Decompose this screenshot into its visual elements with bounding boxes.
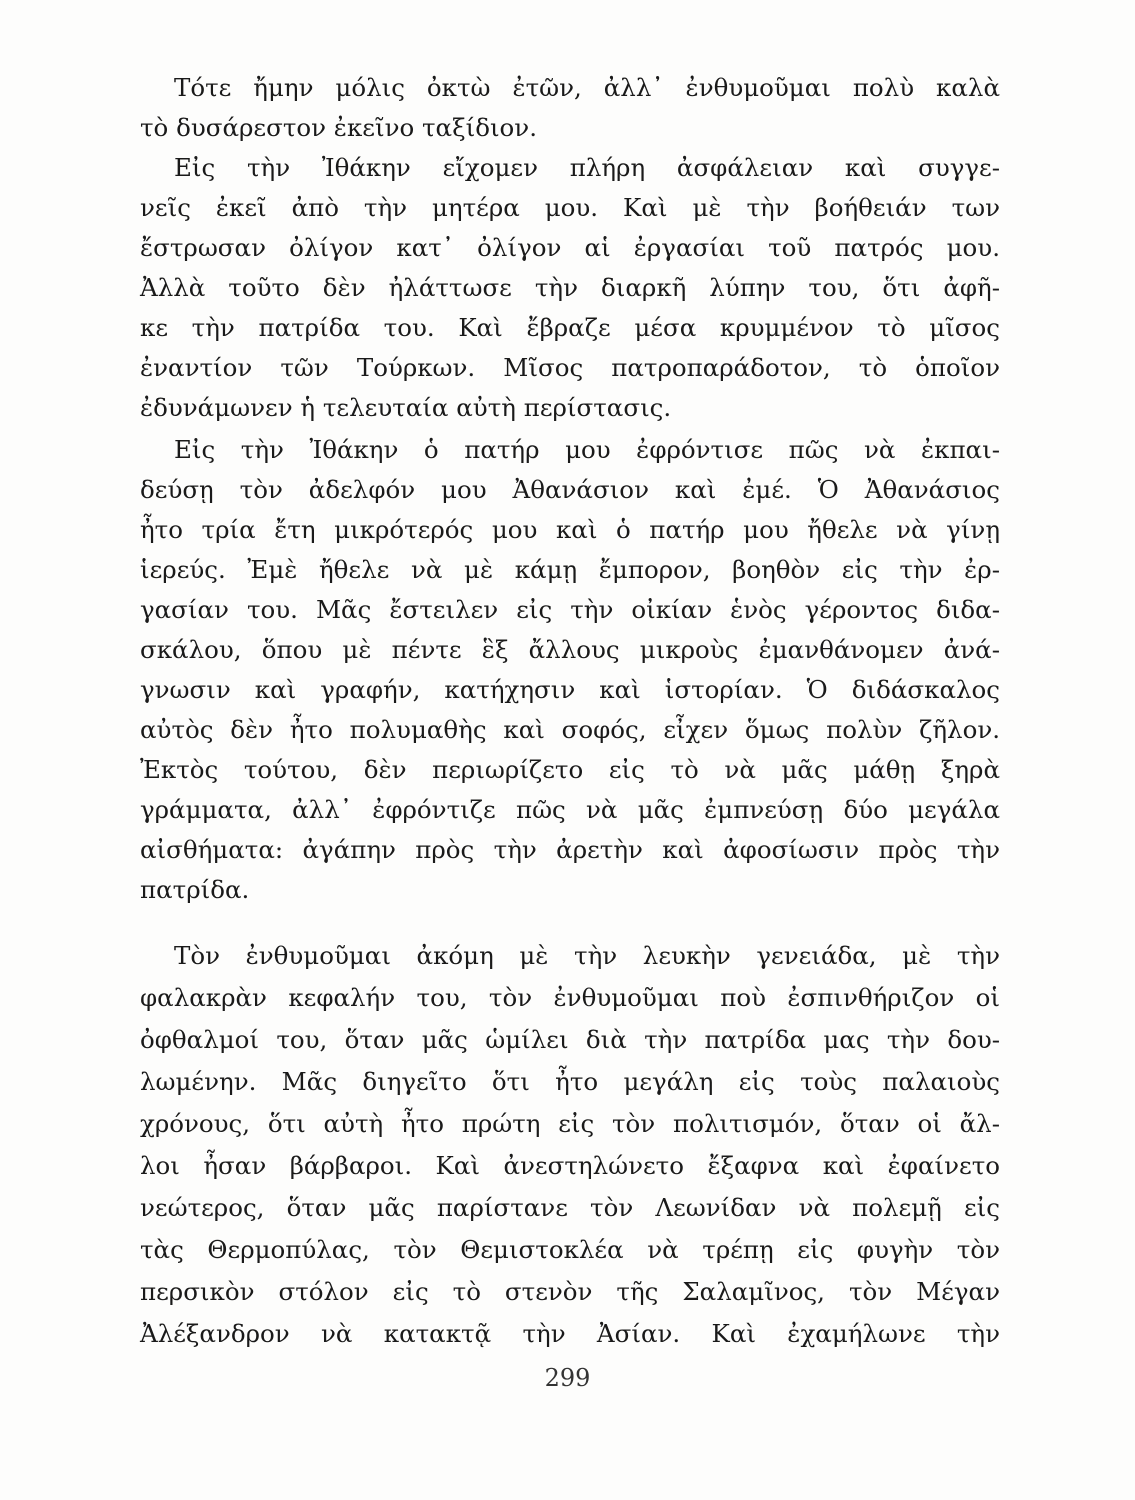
text-line: ἱερεύς. Ἐμὲ ἤθελε νὰ μὲ κάμῃ ἔμπορον, βοηθὸν εἰς τὴν ἐρ- [140, 555, 1000, 584]
text-line: πατρίδα. [140, 875, 250, 904]
text-line: σκάλου, ὅπου μὲ πέντε ἓξ ἄλλους μικροὺς ἐμανθάνομεν ἀνά- [140, 635, 1000, 664]
text-line: κε τὴν πατρίδα του. Καὶ ἔβραζε μέσα κρυμμένον τὸ μῖσος [140, 313, 1000, 342]
text-line: Τὸν ἐνθυμοῦμαι ἀκόμη μὲ τὴν λευκὴν γενειάδα, μὲ τὴν [174, 941, 1000, 970]
text-line: χρόνους, ὅτι αὐτὴ ἦτο πρώτη εἰς τὸν πολιτισμόν, ὅταν οἱ ἄλ- [140, 1109, 1000, 1138]
text-line: αἰσθήματα: ἀγάπην πρὸς τὴν ἀρετὴν καὶ ἀφοσίωσιν πρὸς τὴν [140, 835, 1000, 864]
text-line: αὐτὸς δὲν ἦτο πολυμαθὴς καὶ σοφός, εἶχεν ὅμως πολὺν ζῆλον. [140, 715, 1000, 744]
text-line: τὰς Θερμοπύλας, τὸν Θεμιστοκλέα νὰ τρέπῃ εἰς φυγὴν τὸν [140, 1235, 1000, 1264]
text-line: γράμματα, ἀλλ᾽ ἐφρόντιζε πῶς νὰ μᾶς ἐμπνεύσῃ δύο μεγάλα [140, 795, 1000, 824]
text-line: δεύσῃ τὸν ἀδελφόν μου Ἀθανάσιον καὶ ἐμέ. Ὁ Ἀθανάσιος [140, 475, 1000, 504]
text-line: λοι ἦσαν βάρβαροι. Καὶ ἀνεστηλώνετο ἔξαφνα καὶ ἐφαίνετο [140, 1151, 1000, 1180]
text-line: Ἐκτὸς τούτου, δὲν περιωρίζετο εἰς τὸ νὰ μᾶς μάθῃ ξηρὰ [140, 755, 1000, 784]
text-line: Τότε ἤμην μόλις ὀκτὼ ἐτῶν, ἀλλ᾽ ἐνθυμοῦμαι πολὺ καλὰ [174, 73, 1000, 102]
text-line: Εἰς τὴν Ἰθάκην ὁ πατήρ μου ἐφρόντισε πῶς νὰ ἐκπαι- [174, 435, 1000, 464]
page-number: 299 [544, 1364, 591, 1392]
text-line: Ἀλέξανδρον νὰ κατακτᾷ τὴν Ἀσίαν. Καὶ ἐχαμήλωνε τὴν [140, 1319, 1000, 1348]
text-line: ἔστρωσαν ὀλίγον κατ᾽ ὀλίγον αἱ ἐργασίαι τοῦ πατρός μου. [140, 233, 1000, 262]
text-line: νεῖς ἐκεῖ ἀπὸ τὴν μητέρα μου. Καὶ μὲ τὴν βοήθειάν των [140, 193, 1000, 222]
text-line: τὸ δυσάρεστον ἐκεῖνο ταξίδιον. [140, 113, 537, 142]
text-line: γασίαν του. Μᾶς ἔστειλεν εἰς τὴν οἰκίαν ἑνὸς γέροντος διδα- [140, 595, 1000, 624]
text-line: νεώτερος, ὅταν μᾶς παρίστανε τὸν Λεωνίδαν νὰ πολεμῇ εἰς [140, 1193, 1000, 1222]
text-line: ὀφθαλμοί του, ὅταν μᾶς ὡμίλει διὰ τὴν πατρίδα μας τὴν δου- [140, 1025, 1000, 1054]
text-line: λωμένην. Μᾶς διηγεῖτο ὅτι ἦτο μεγάλη εἰς τοὺς παλαιοὺς [140, 1067, 1000, 1096]
text-line: περσικὸν στόλον εἰς τὸ στενὸν τῆς Σαλαμῖνος, τὸν Μέγαν [140, 1277, 1000, 1306]
text-line: ἦτο τρία ἔτη μικρότερός μου καὶ ὁ πατήρ μου ἤθελε νὰ γίνῃ [140, 515, 1000, 544]
text-line: φαλακρὰν κεφαλήν του, τὸν ἐνθυμοῦμαι ποὺ ἐσπινθήριζον οἱ [140, 983, 1000, 1012]
text-line: γνωσιν καὶ γραφήν, κατήχησιν καὶ ἱστορίαν. Ὁ διδάσκαλος [140, 675, 1000, 704]
text-line: Ἀλλὰ τοῦτο δὲν ἠλάττωσε τὴν διαρκῆ λύπην του, ὅτι ἀφῆ- [140, 273, 1000, 302]
text-line: ἐδυνάμωνεν ἡ τελευταία αὐτὴ περίστασις. [140, 393, 672, 422]
text-line: ἐναντίον τῶν Τούρκων. Μῖσος πατροπαράδοτον, τὸ ὁποῖον [140, 353, 1000, 382]
text-line: Εἰς τὴν Ἰθάκην εἴχομεν πλήρη ἀσφάλειαν καὶ συγγε- [174, 153, 1000, 182]
